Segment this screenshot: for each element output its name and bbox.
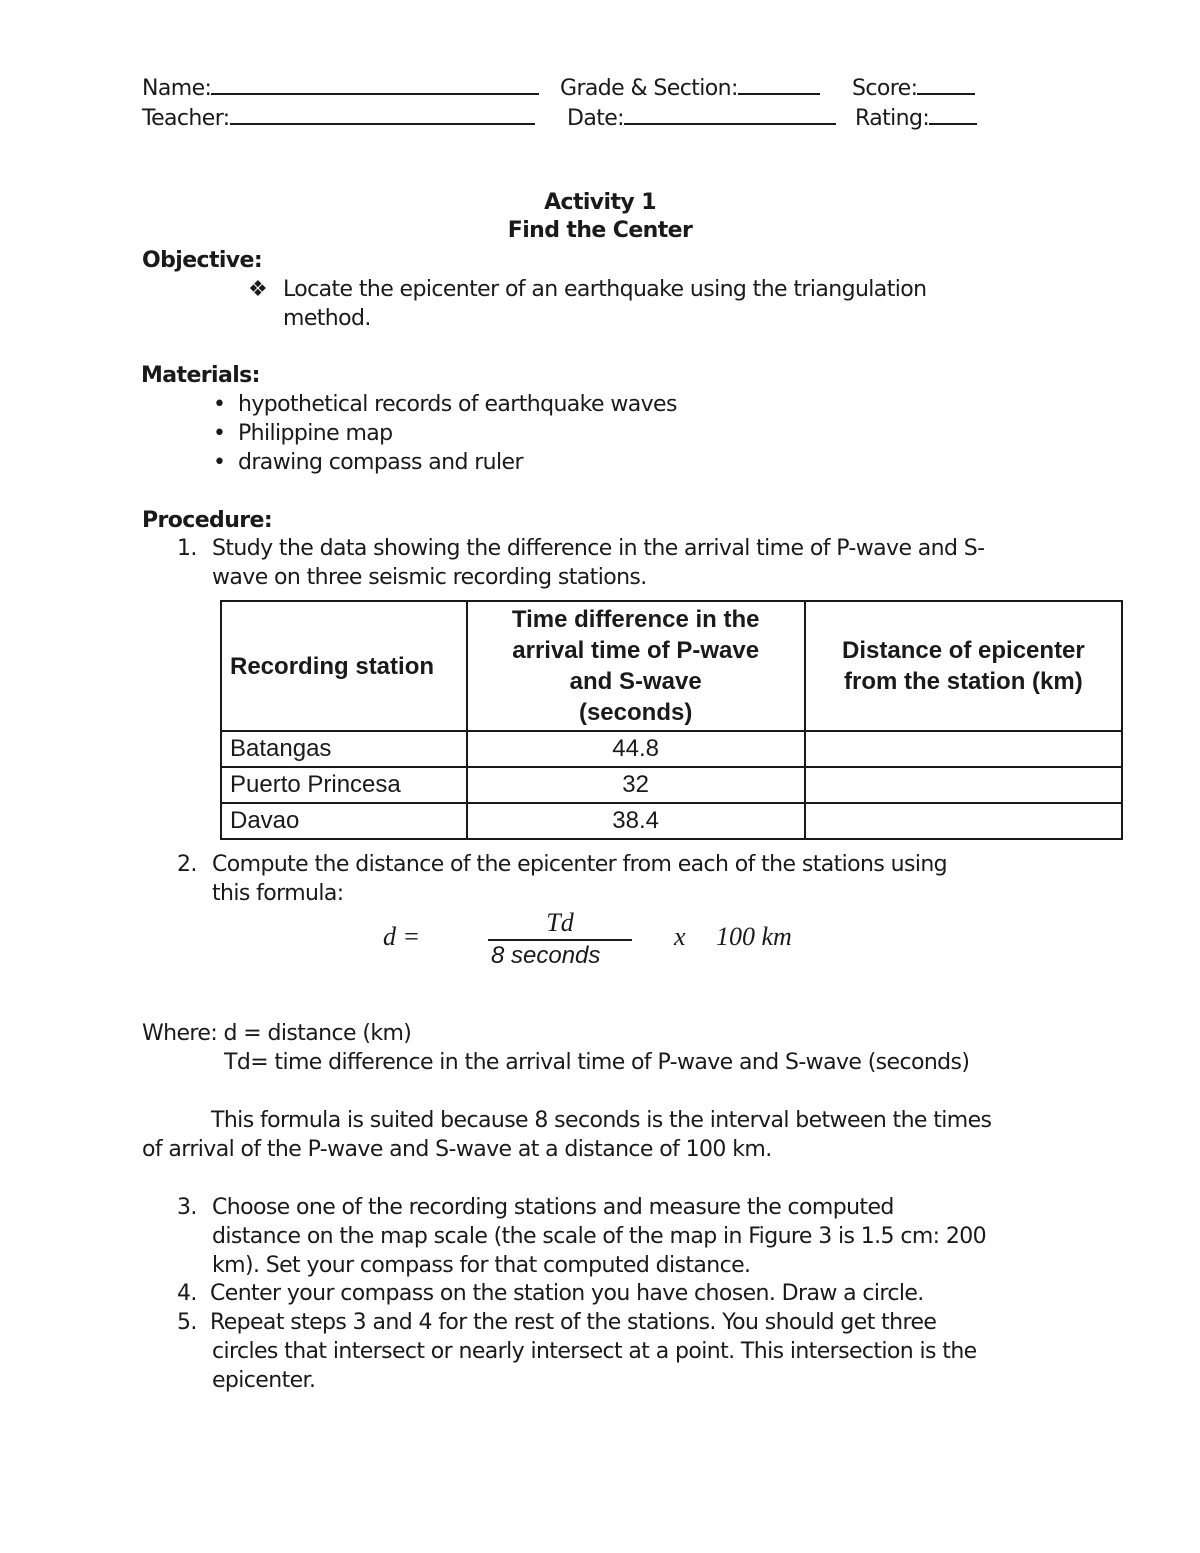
objective-line-1: Locate the epicenter of an earthquake using the triangulation — [283, 277, 927, 302]
distance-cell[interactable] — [805, 767, 1122, 803]
step-number: 3. — [177, 1195, 197, 1220]
header-time-line: Time difference in the — [511, 606, 760, 633]
material-item: Philippine map — [238, 421, 393, 446]
step-number: 4. — [177, 1281, 197, 1306]
material-bullet-icon: • — [213, 450, 226, 475]
formula-factor: 100 km — [716, 922, 792, 951]
teacher-label: Teacher: — [142, 106, 230, 131]
formula-lhs: d = — [383, 922, 421, 951]
materials-heading: Materials: — [141, 363, 260, 388]
table-row — [221, 767, 1122, 803]
step-number: 5. — [177, 1310, 197, 1335]
header-time-line: arrival time of P-wave — [512, 637, 760, 664]
rating-label: Rating: — [855, 106, 930, 131]
formula-times: x — [674, 922, 686, 951]
activity-number: Activity 1 — [544, 190, 656, 215]
table-row — [221, 731, 1122, 767]
header-distance-line: Distance of epicenter — [842, 637, 1085, 664]
procedure-heading: Procedure: — [142, 508, 273, 533]
header-distance — [805, 601, 1122, 731]
date-blank[interactable] — [624, 102, 836, 125]
grade-section-blank[interactable] — [738, 72, 820, 95]
step-3-line-1: Choose one of the recording stations and measure the computed — [212, 1195, 894, 1220]
step-4-line-1: Center your compass on the station you have chosen. Draw a circle. — [210, 1281, 924, 1306]
step-3-line-3: km). Set your compass for that computed distance. — [212, 1253, 751, 1278]
table-header-row — [221, 601, 1122, 731]
score-field — [852, 72, 975, 103]
formula-numerator: Td — [546, 908, 574, 937]
grade-section-label: Grade & Section: — [560, 76, 738, 101]
where-line-1: Where: d = distance (km) — [142, 1021, 412, 1046]
step-5-line-3: epicenter. — [212, 1368, 316, 1393]
name-blank[interactable] — [211, 72, 539, 95]
time-cell: 38.4 — [467, 803, 805, 839]
objective-line-2: method. — [283, 306, 371, 331]
objective-bullet-icon: ❖ — [248, 277, 268, 302]
step-2-line-2: this formula: — [212, 881, 344, 906]
seismic-data-table — [220, 600, 1123, 840]
where-line-2: Td= time difference in the arrival time of P-wave and S-wave (seconds) — [224, 1050, 970, 1075]
grade-section-field — [560, 72, 820, 103]
step-1-line-2: wave on three seismic recording stations. — [212, 565, 647, 590]
date-field — [567, 102, 836, 133]
teacher-field — [142, 102, 535, 133]
rating-field — [855, 102, 977, 133]
date-label: Date: — [567, 106, 624, 131]
explanation-line-1: This formula is suited because 8 seconds is the interval between the times — [211, 1108, 992, 1133]
name-field — [142, 72, 539, 103]
step-number: 2. — [177, 852, 197, 877]
material-item: hypothetical records of earthquake waves — [238, 392, 677, 417]
material-bullet-icon: • — [213, 392, 226, 417]
name-label: Name: — [142, 76, 212, 101]
step-2-line-1: Compute the distance of the epicenter from each of the stations using — [212, 852, 948, 877]
step-5-line-1: Repeat steps 3 and 4 for the rest of the stations. You should get three — [210, 1310, 937, 1335]
rating-blank[interactable] — [929, 102, 977, 125]
distance-cell[interactable] — [805, 731, 1122, 767]
material-bullet-icon: • — [213, 421, 226, 446]
activity-title: Find the Center — [507, 218, 693, 243]
objective-heading: Objective: — [142, 248, 263, 273]
header-distance-line: from the station (km) — [844, 668, 1083, 695]
score-label: Score: — [852, 76, 918, 101]
time-cell: 44.8 — [467, 731, 805, 767]
step-5-line-2: circles that intersect or nearly intersect at a point. This intersection is the — [212, 1339, 977, 1364]
explanation-line-2: of arrival of the P-wave and S-wave at a distance of 100 km. — [142, 1137, 772, 1162]
teacher-blank[interactable] — [230, 102, 535, 125]
header-time-difference — [467, 601, 805, 731]
step-1-line-1: Study the data showing the difference in the arrival time of P-wave and S- — [212, 536, 985, 561]
time-cell: 32 — [467, 767, 805, 803]
fraction-bar — [488, 939, 632, 941]
station-cell: Puerto Princesa — [221, 767, 467, 803]
header-time-line: and S-wave — [569, 668, 702, 695]
table-row — [221, 803, 1122, 839]
formula-denominator: 8 seconds — [491, 942, 601, 969]
header-time-line: (seconds) — [578, 699, 693, 726]
step-number: 1. — [177, 536, 197, 561]
material-item: drawing compass and ruler — [238, 450, 523, 475]
station-cell: Batangas — [221, 731, 467, 767]
station-cell: Davao — [221, 803, 467, 839]
distance-cell[interactable] — [805, 803, 1122, 839]
score-blank[interactable] — [917, 72, 975, 95]
step-3-line-2: distance on the map scale (the scale of the map in Figure 3 is 1.5 cm: 200 — [212, 1224, 987, 1249]
header-recording-station: Recording station — [221, 601, 467, 731]
